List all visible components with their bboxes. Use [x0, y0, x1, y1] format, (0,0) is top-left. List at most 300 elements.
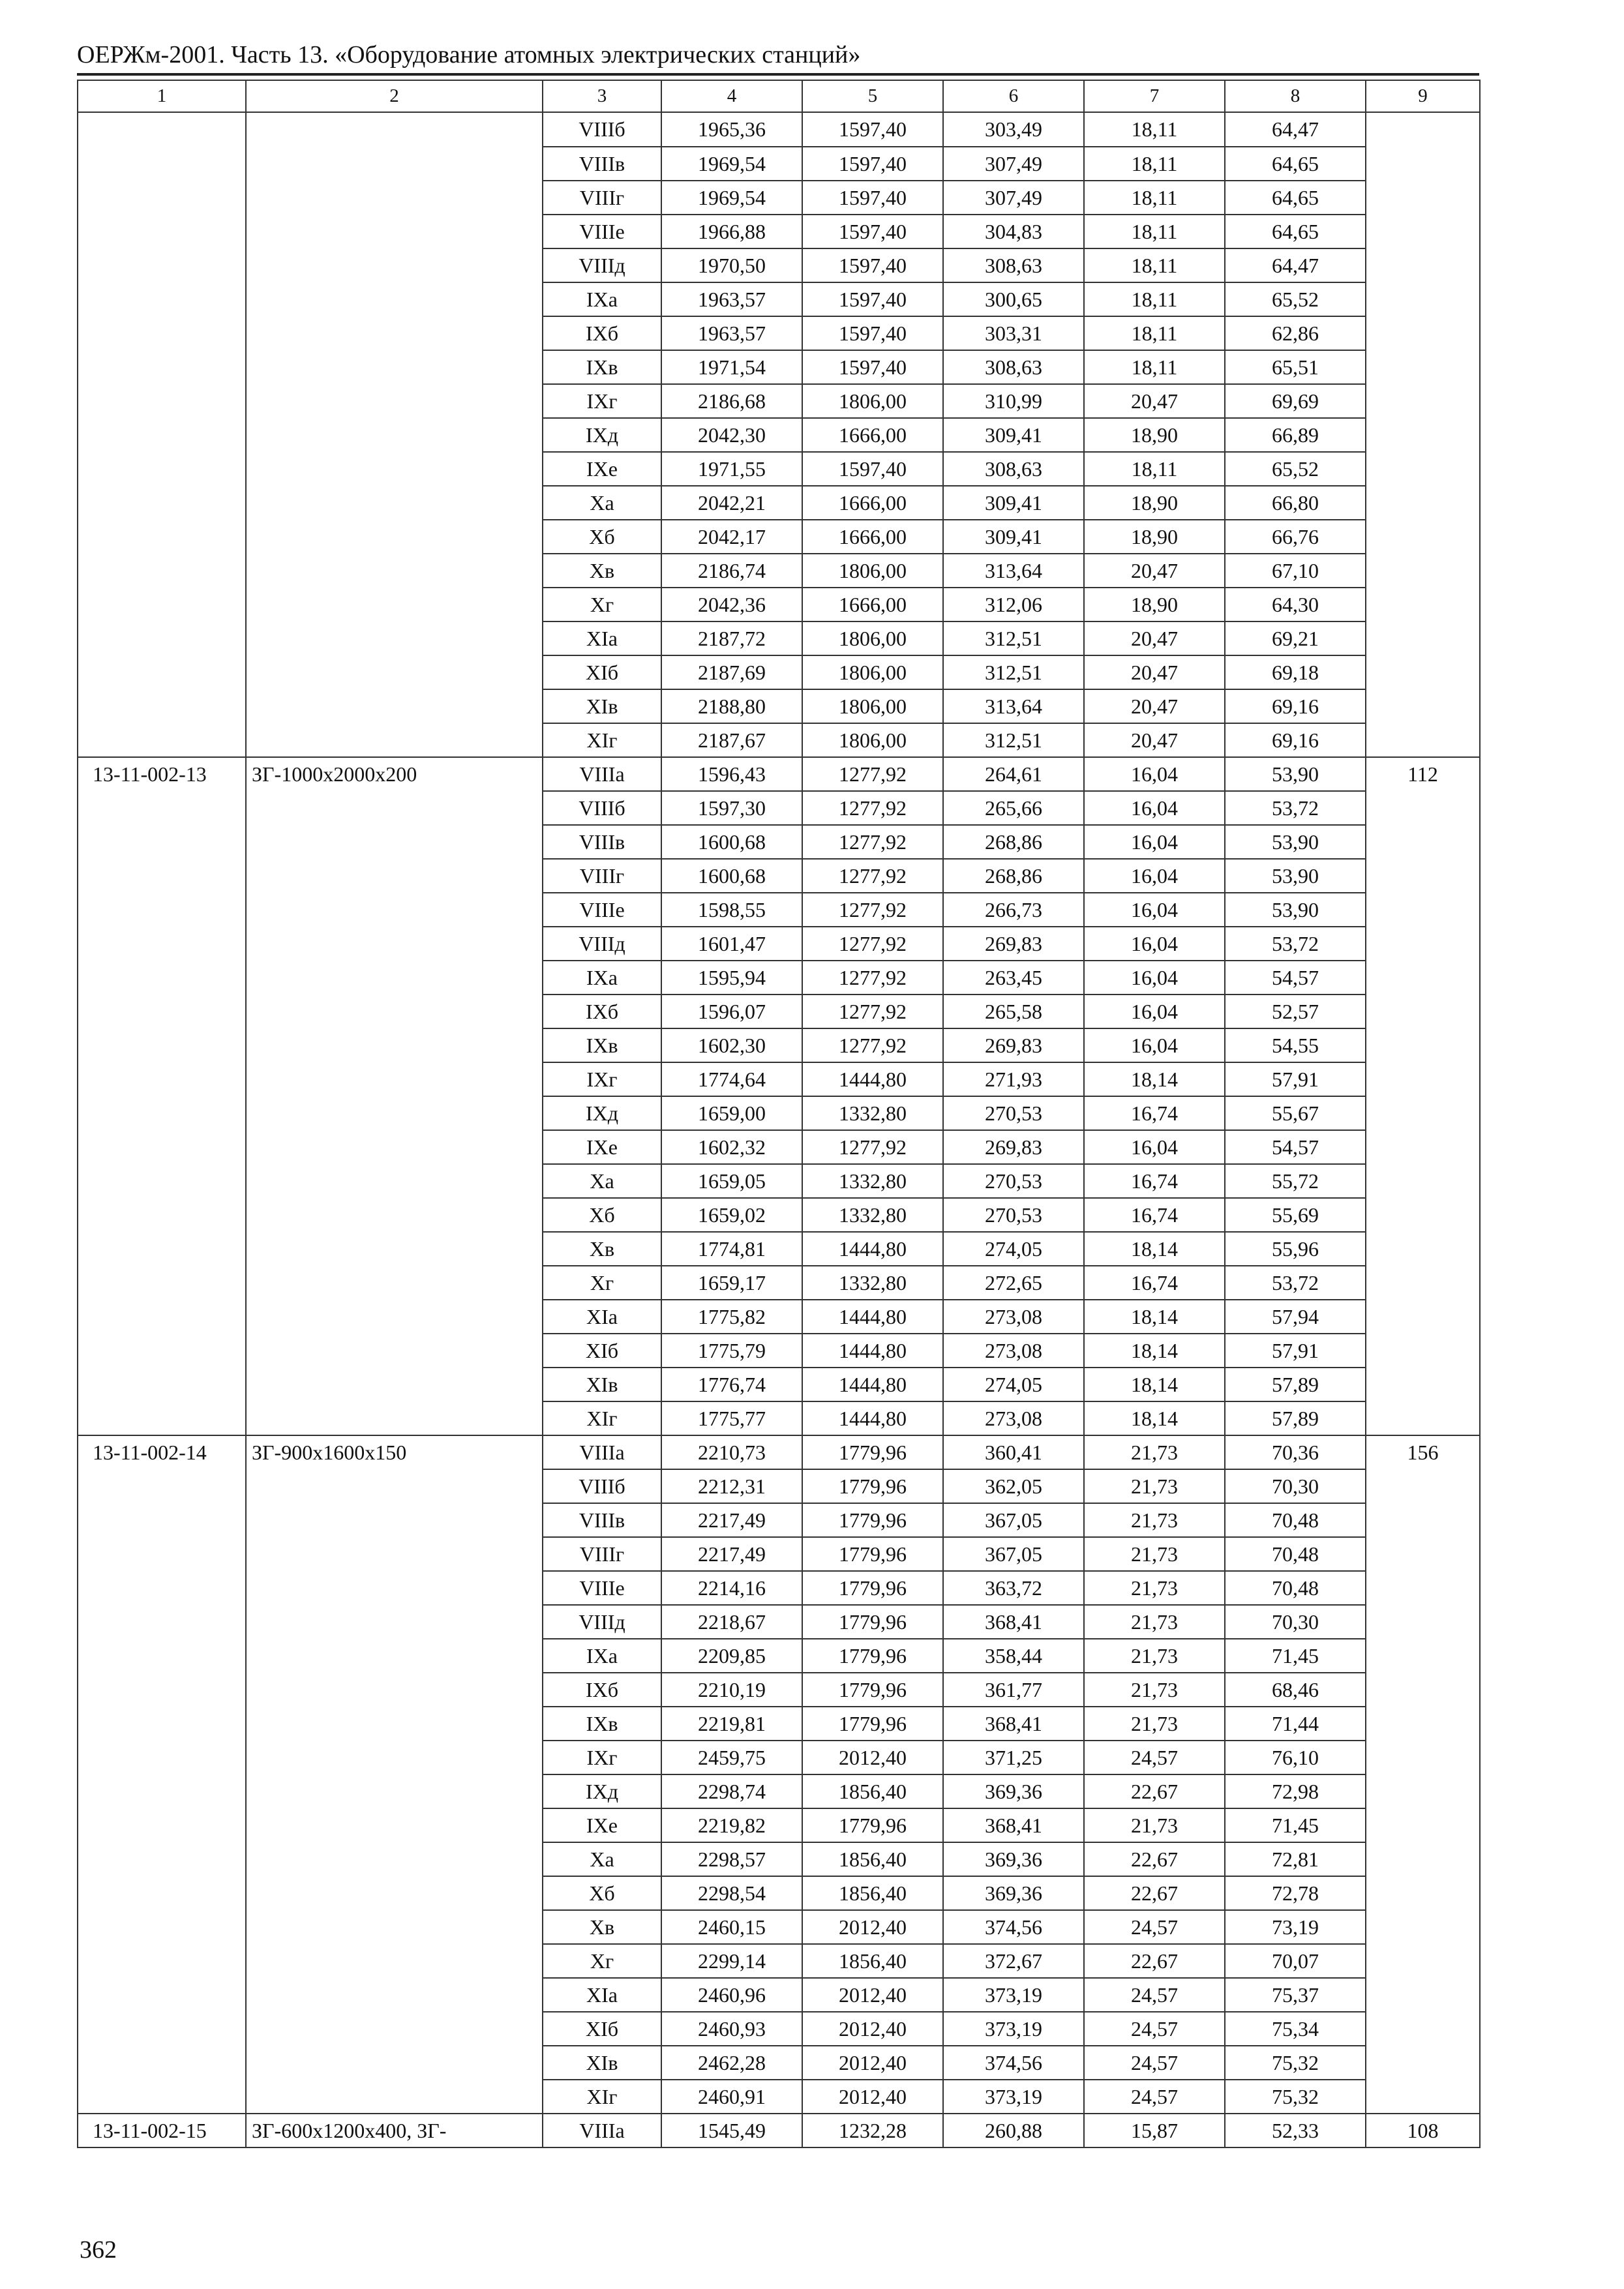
value-cell: 18,14 — [1084, 1334, 1225, 1368]
table-row — [78, 1435, 1480, 1469]
value-cell: 16,04 — [1084, 757, 1225, 791]
value-cell: 71,45 — [1225, 1808, 1366, 1842]
value-cell: 264,61 — [943, 757, 1084, 791]
value-cell: 1856,40 — [802, 1842, 943, 1876]
section-cell: XIа — [543, 1978, 661, 2012]
value-cell: 20,47 — [1084, 723, 1225, 757]
value-cell: 64,30 — [1225, 588, 1366, 621]
value-cell: 2299,14 — [661, 1944, 802, 1978]
value-cell: 1779,96 — [802, 1605, 943, 1639]
value-cell: 1277,92 — [802, 791, 943, 825]
value-cell: 1666,00 — [802, 520, 943, 554]
value-cell: 303,31 — [943, 316, 1084, 350]
section-cell: IXа — [543, 1639, 661, 1673]
value-cell: 16,04 — [1084, 825, 1225, 859]
value-cell: 20,47 — [1084, 384, 1225, 418]
header-divider — [77, 73, 1479, 76]
section-cell: XIб — [543, 2012, 661, 2046]
value-cell: 274,05 — [943, 1368, 1084, 1401]
value-cell: 24,57 — [1084, 1910, 1225, 1944]
value-cell: 2217,49 — [661, 1503, 802, 1537]
section-cell: IXв — [543, 350, 661, 384]
value-cell: 367,05 — [943, 1537, 1084, 1571]
value-cell: 54,55 — [1225, 1028, 1366, 1062]
value-cell: 1775,79 — [661, 1334, 802, 1368]
value-cell: 64,65 — [1225, 147, 1366, 181]
value-cell: 2042,30 — [661, 418, 802, 452]
value-cell: 18,11 — [1084, 181, 1225, 215]
value-cell: 373,19 — [943, 1978, 1084, 2012]
value-cell: 21,73 — [1084, 1537, 1225, 1571]
value-cell: 55,69 — [1225, 1198, 1366, 1232]
section-cell: VIIIб — [543, 1469, 661, 1503]
value-cell: 75,32 — [1225, 2046, 1366, 2080]
value-cell: 313,64 — [943, 689, 1084, 723]
value-cell: 1659,00 — [661, 1096, 802, 1130]
value-cell: 21,73 — [1084, 1707, 1225, 1741]
value-cell: 307,49 — [943, 147, 1084, 181]
value-cell: 57,91 — [1225, 1062, 1366, 1096]
value-cell: 18,90 — [1084, 486, 1225, 520]
value-cell: 360,41 — [943, 1435, 1084, 1469]
value-cell: 70,48 — [1225, 1537, 1366, 1571]
value-cell: 1444,80 — [802, 1401, 943, 1435]
value-cell: 75,37 — [1225, 1978, 1366, 2012]
value-cell: 363,72 — [943, 1571, 1084, 1605]
section-cell: VIIIб — [543, 791, 661, 825]
value-cell: 53,90 — [1225, 859, 1366, 893]
value-cell: 313,64 — [943, 554, 1084, 588]
value-cell: 64,47 — [1225, 248, 1366, 282]
value-cell: 21,73 — [1084, 1605, 1225, 1639]
value-cell: 70,30 — [1225, 1469, 1366, 1503]
section-cell: XIв — [543, 689, 661, 723]
value-cell: 64,47 — [1225, 112, 1366, 147]
value-cell: 1277,92 — [802, 995, 943, 1028]
value-cell: 373,19 — [943, 2080, 1084, 2114]
value-cell: 1666,00 — [802, 486, 943, 520]
value-cell: 308,63 — [943, 350, 1084, 384]
value-cell: 18,90 — [1084, 520, 1225, 554]
value-cell: 2209,85 — [661, 1639, 802, 1673]
value-cell: 20,47 — [1084, 689, 1225, 723]
value-cell: 268,86 — [943, 825, 1084, 859]
column-number: 5 — [802, 80, 943, 112]
table-row — [78, 112, 1480, 147]
value-cell: 16,04 — [1084, 995, 1225, 1028]
section-cell: VIIIв — [543, 147, 661, 181]
value-cell: 18,11 — [1084, 316, 1225, 350]
value-cell: 2187,67 — [661, 723, 802, 757]
name-cell: ЗГ-600x1200x400, ЗГ- — [246, 2114, 543, 2147]
value-cell: 20,47 — [1084, 655, 1225, 689]
value-cell: 270,53 — [943, 1164, 1084, 1198]
value-cell: 55,72 — [1225, 1164, 1366, 1198]
value-cell: 1277,92 — [802, 1130, 943, 1164]
value-cell: 55,96 — [1225, 1232, 1366, 1266]
value-cell: 1597,40 — [802, 282, 943, 316]
section-cell: VIIIв — [543, 1503, 661, 1537]
value-cell: 1666,00 — [802, 418, 943, 452]
section-cell: XIа — [543, 1300, 661, 1334]
value-cell: 24,57 — [1084, 1741, 1225, 1774]
value-cell: 1779,96 — [802, 1435, 943, 1469]
value-cell: 67,10 — [1225, 554, 1366, 588]
section-cell: XIг — [543, 723, 661, 757]
value-cell: 1856,40 — [802, 1876, 943, 1910]
value-cell: 20,47 — [1084, 554, 1225, 588]
value-cell: 2212,31 — [661, 1469, 802, 1503]
value-cell: 76,10 — [1225, 1741, 1366, 1774]
value-cell: 2042,21 — [661, 486, 802, 520]
value-cell: 312,51 — [943, 621, 1084, 655]
value-cell: 16,74 — [1084, 1266, 1225, 1300]
value-cell: 62,86 — [1225, 316, 1366, 350]
section-cell: IXе — [543, 1130, 661, 1164]
section-cell: IXг — [543, 1741, 661, 1774]
value-cell: 55,67 — [1225, 1096, 1366, 1130]
section-cell: VIIIд — [543, 1605, 661, 1639]
code-cell: 13-11-002-13 — [78, 757, 246, 1435]
value-cell: 268,86 — [943, 859, 1084, 893]
value-cell: 65,52 — [1225, 452, 1366, 486]
value-cell: 1600,68 — [661, 859, 802, 893]
section-cell: IXв — [543, 1028, 661, 1062]
value-cell: 57,91 — [1225, 1334, 1366, 1368]
value-cell: 269,83 — [943, 1130, 1084, 1164]
value-cell: 1444,80 — [802, 1232, 943, 1266]
value-cell: 21,73 — [1084, 1639, 1225, 1673]
value-cell: 269,83 — [943, 1028, 1084, 1062]
section-cell: Xа — [543, 1164, 661, 1198]
value-cell: 1774,64 — [661, 1062, 802, 1096]
value-cell: 265,66 — [943, 791, 1084, 825]
section-cell: Xб — [543, 1876, 661, 1910]
value-cell: 18,11 — [1084, 248, 1225, 282]
value-cell: 1806,00 — [802, 621, 943, 655]
value-cell: 24,57 — [1084, 2046, 1225, 2080]
column-number: 9 — [1366, 80, 1480, 112]
extra-cell: 156 — [1366, 1435, 1480, 2114]
value-cell: 18,11 — [1084, 282, 1225, 316]
section-cell: IXд — [543, 1774, 661, 1808]
value-cell: 66,76 — [1225, 520, 1366, 554]
section-cell: Xб — [543, 520, 661, 554]
value-cell: 69,16 — [1225, 689, 1366, 723]
extra-cell: 112 — [1366, 757, 1480, 1435]
value-cell: 1969,54 — [661, 147, 802, 181]
value-cell: 53,72 — [1225, 1266, 1366, 1300]
value-cell: 16,04 — [1084, 1130, 1225, 1164]
value-cell: 24,57 — [1084, 2012, 1225, 2046]
value-cell: 2460,91 — [661, 2080, 802, 2114]
value-cell: 1779,96 — [802, 1639, 943, 1673]
value-cell: 53,72 — [1225, 927, 1366, 961]
value-cell: 303,49 — [943, 112, 1084, 147]
value-cell: 16,04 — [1084, 893, 1225, 927]
value-cell: 1597,40 — [802, 248, 943, 282]
value-cell: 21,73 — [1084, 1469, 1225, 1503]
section-cell: Xа — [543, 1842, 661, 1876]
value-cell: 52,57 — [1225, 995, 1366, 1028]
value-cell: 1444,80 — [802, 1334, 943, 1368]
value-cell: 304,83 — [943, 215, 1084, 248]
value-cell: 374,56 — [943, 1910, 1084, 1944]
value-cell: 2459,75 — [661, 1741, 802, 1774]
value-cell: 2298,57 — [661, 1842, 802, 1876]
value-cell: 57,89 — [1225, 1368, 1366, 1401]
section-cell: IXе — [543, 1808, 661, 1842]
value-cell: 69,18 — [1225, 655, 1366, 689]
value-cell: 309,41 — [943, 418, 1084, 452]
value-cell: 265,58 — [943, 995, 1084, 1028]
value-cell: 1856,40 — [802, 1774, 943, 1808]
value-cell: 312,51 — [943, 723, 1084, 757]
value-cell: 1659,02 — [661, 1198, 802, 1232]
value-cell: 70,48 — [1225, 1571, 1366, 1605]
value-cell: 1806,00 — [802, 655, 943, 689]
value-cell: 2460,93 — [661, 2012, 802, 2046]
value-cell: 16,74 — [1084, 1198, 1225, 1232]
value-cell: 16,04 — [1084, 791, 1225, 825]
value-cell: 368,41 — [943, 1808, 1084, 1842]
value-cell: 1600,68 — [661, 825, 802, 859]
value-cell: 358,44 — [943, 1639, 1084, 1673]
value-cell: 75,32 — [1225, 2080, 1366, 2114]
value-cell: 22,67 — [1084, 1842, 1225, 1876]
value-cell: 372,67 — [943, 1944, 1084, 1978]
value-cell: 1806,00 — [802, 554, 943, 588]
value-cell: 2012,40 — [802, 1978, 943, 2012]
section-cell: VIIIг — [543, 181, 661, 215]
section-cell: IXе — [543, 452, 661, 486]
value-cell: 53,90 — [1225, 825, 1366, 859]
value-cell: 22,67 — [1084, 1774, 1225, 1808]
section-cell: XIв — [543, 1368, 661, 1401]
table-row — [78, 2114, 1480, 2147]
value-cell: 1597,30 — [661, 791, 802, 825]
section-cell: Xг — [543, 1266, 661, 1300]
value-cell: 2012,40 — [802, 2046, 943, 2080]
value-cell: 1277,92 — [802, 859, 943, 893]
value-cell: 21,73 — [1084, 1435, 1225, 1469]
value-cell: 69,69 — [1225, 384, 1366, 418]
value-cell: 18,11 — [1084, 147, 1225, 181]
section-cell: VIIIе — [543, 1571, 661, 1605]
value-cell: 70,36 — [1225, 1435, 1366, 1469]
column-number: 1 — [78, 80, 246, 112]
value-cell: 2042,17 — [661, 520, 802, 554]
value-cell: 22,67 — [1084, 1944, 1225, 1978]
value-cell: 272,65 — [943, 1266, 1084, 1300]
value-cell: 21,73 — [1084, 1673, 1225, 1707]
value-cell: 64,65 — [1225, 215, 1366, 248]
value-cell: 57,94 — [1225, 1300, 1366, 1334]
value-cell: 22,67 — [1084, 1876, 1225, 1910]
name-cell: ЗГ-1000x2000x200 — [246, 757, 543, 1435]
value-cell: 54,57 — [1225, 961, 1366, 995]
value-cell: 310,99 — [943, 384, 1084, 418]
value-cell: 2298,54 — [661, 1876, 802, 1910]
value-cell: 66,80 — [1225, 486, 1366, 520]
value-cell: 273,08 — [943, 1334, 1084, 1368]
value-cell: 2012,40 — [802, 2080, 943, 2114]
value-cell: 69,21 — [1225, 621, 1366, 655]
value-cell: 260,88 — [943, 2114, 1084, 2147]
value-cell: 269,83 — [943, 927, 1084, 961]
table-body — [78, 80, 1480, 2147]
value-cell: 1965,36 — [661, 112, 802, 147]
value-cell: 2460,96 — [661, 1978, 802, 2012]
value-cell: 1659,17 — [661, 1266, 802, 1300]
value-cell: 18,14 — [1084, 1368, 1225, 1401]
value-cell: 20,47 — [1084, 621, 1225, 655]
value-cell: 18,14 — [1084, 1300, 1225, 1334]
value-cell: 1597,40 — [802, 181, 943, 215]
value-cell: 1666,00 — [802, 588, 943, 621]
section-cell: Xв — [543, 1232, 661, 1266]
section-cell: VIIIб — [543, 112, 661, 147]
value-cell: 1332,80 — [802, 1164, 943, 1198]
value-cell: 52,33 — [1225, 2114, 1366, 2147]
value-cell: 1596,07 — [661, 995, 802, 1028]
value-cell: 21,73 — [1084, 1808, 1225, 1842]
value-cell: 1806,00 — [802, 384, 943, 418]
section-cell: VIIIа — [543, 757, 661, 791]
value-cell: 369,36 — [943, 1774, 1084, 1808]
value-cell: 362,05 — [943, 1469, 1084, 1503]
value-cell: 2187,72 — [661, 621, 802, 655]
name-cell: ЗГ-900x1600x150 — [246, 1435, 543, 2114]
value-cell: 368,41 — [943, 1605, 1084, 1639]
value-cell: 65,51 — [1225, 350, 1366, 384]
value-cell: 16,04 — [1084, 859, 1225, 893]
value-cell: 16,74 — [1084, 1096, 1225, 1130]
section-cell: VIIIг — [543, 1537, 661, 1571]
section-cell: VIIIд — [543, 927, 661, 961]
value-cell: 1597,40 — [802, 112, 943, 147]
section-cell: Xв — [543, 554, 661, 588]
value-cell: 373,19 — [943, 2012, 1084, 2046]
name-cell — [246, 112, 543, 757]
value-cell: 18,90 — [1084, 588, 1225, 621]
value-cell: 1806,00 — [802, 723, 943, 757]
value-cell: 2218,67 — [661, 1605, 802, 1639]
value-cell: 1779,96 — [802, 1571, 943, 1605]
value-cell: 72,98 — [1225, 1774, 1366, 1808]
value-cell: 1277,92 — [802, 1028, 943, 1062]
value-cell: 371,25 — [943, 1741, 1084, 1774]
value-cell: 1597,40 — [802, 147, 943, 181]
value-cell: 1966,88 — [661, 215, 802, 248]
value-cell: 72,78 — [1225, 1876, 1366, 1910]
value-cell: 72,81 — [1225, 1842, 1366, 1876]
value-cell: 71,44 — [1225, 1707, 1366, 1741]
value-cell: 57,89 — [1225, 1401, 1366, 1435]
value-cell: 270,53 — [943, 1096, 1084, 1130]
column-number: 2 — [246, 80, 543, 112]
value-cell: 66,89 — [1225, 418, 1366, 452]
value-cell: 54,57 — [1225, 1130, 1366, 1164]
value-cell: 2462,28 — [661, 2046, 802, 2080]
value-cell: 312,06 — [943, 588, 1084, 621]
value-cell: 1444,80 — [802, 1300, 943, 1334]
page-number: 362 — [80, 2236, 117, 2264]
value-cell: 1332,80 — [802, 1198, 943, 1232]
value-cell: 2186,74 — [661, 554, 802, 588]
value-cell: 1969,54 — [661, 181, 802, 215]
code-cell — [78, 112, 246, 757]
value-cell: 1332,80 — [802, 1266, 943, 1300]
value-cell: 18,14 — [1084, 1062, 1225, 1096]
value-cell: 1277,92 — [802, 927, 943, 961]
value-cell: 21,73 — [1084, 1571, 1225, 1605]
value-cell: 274,05 — [943, 1232, 1084, 1266]
value-cell: 1597,40 — [802, 350, 943, 384]
value-cell: 2298,74 — [661, 1774, 802, 1808]
value-cell: 2219,81 — [661, 1707, 802, 1741]
value-cell: 18,11 — [1084, 112, 1225, 147]
column-number: 7 — [1084, 80, 1225, 112]
section-cell: IXд — [543, 1096, 661, 1130]
value-cell: 308,63 — [943, 248, 1084, 282]
value-cell: 18,11 — [1084, 215, 1225, 248]
value-cell: 270,53 — [943, 1198, 1084, 1232]
value-cell: 1963,57 — [661, 316, 802, 350]
value-cell: 21,73 — [1084, 1503, 1225, 1537]
value-cell: 307,49 — [943, 181, 1084, 215]
value-cell: 1779,96 — [802, 1808, 943, 1842]
value-cell: 368,41 — [943, 1707, 1084, 1741]
value-cell: 24,57 — [1084, 2080, 1225, 2114]
value-cell: 15,87 — [1084, 2114, 1225, 2147]
extra-cell — [1366, 112, 1480, 757]
section-cell: IXа — [543, 282, 661, 316]
value-cell: 1963,57 — [661, 282, 802, 316]
value-cell: 1856,40 — [802, 1944, 943, 1978]
value-cell: 1779,96 — [802, 1503, 943, 1537]
value-cell: 69,16 — [1225, 723, 1366, 757]
value-cell: 1779,96 — [802, 1537, 943, 1571]
value-cell: 300,65 — [943, 282, 1084, 316]
section-cell: IXв — [543, 1707, 661, 1741]
value-cell: 369,36 — [943, 1876, 1084, 1910]
value-cell: 273,08 — [943, 1401, 1084, 1435]
section-cell: VIIIд — [543, 248, 661, 282]
value-cell: 1598,55 — [661, 893, 802, 927]
section-cell: VIIIг — [543, 859, 661, 893]
value-cell: 1444,80 — [802, 1368, 943, 1401]
section-cell: XIа — [543, 621, 661, 655]
code-cell: 13-11-002-14 — [78, 1435, 246, 2114]
value-cell: 2217,49 — [661, 1537, 802, 1571]
value-cell: 24,57 — [1084, 1978, 1225, 2012]
section-cell: Xг — [543, 588, 661, 621]
section-cell: IXб — [543, 316, 661, 350]
column-number: 6 — [943, 80, 1084, 112]
section-cell: Xг — [543, 1944, 661, 1978]
value-cell: 1774,81 — [661, 1232, 802, 1266]
section-cell: VIIIа — [543, 2114, 661, 2147]
section-cell: Xв — [543, 1910, 661, 1944]
value-cell: 64,65 — [1225, 181, 1366, 215]
value-cell: 1602,32 — [661, 1130, 802, 1164]
value-cell: 1232,28 — [802, 2114, 943, 2147]
value-cell: 312,51 — [943, 655, 1084, 689]
value-cell: 1444,80 — [802, 1062, 943, 1096]
value-cell: 53,72 — [1225, 791, 1366, 825]
value-cell: 369,36 — [943, 1842, 1084, 1876]
